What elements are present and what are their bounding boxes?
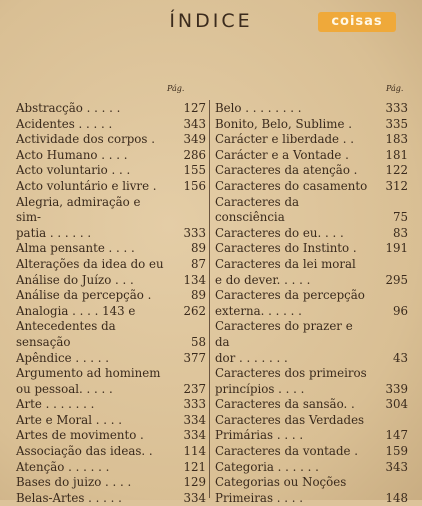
index-entry [16,288,206,304]
index-entry [16,241,206,257]
entry-page-number: 334 [183,490,206,505]
entry-name: Antecedentes da sensação [16,319,116,349]
entry-name: Carácter e liberdade . . [215,132,355,147]
entry-name: Argumento ad hominem [16,366,161,381]
index-entry [16,132,206,148]
index-entry [215,132,408,148]
index-entry [16,351,206,367]
entry-name: Caracteres do prazer e da [215,319,353,349]
index-entry [215,241,408,257]
entry-page-number: 129 [183,475,206,490]
entry-name: Bases do juizo . . . . [16,475,132,490]
index-entry [215,273,408,289]
entry-name: Acto voluntário e livre . [16,178,157,193]
entry-name: Caracteres dos primeiros [215,366,367,381]
entry-page-number: 121 [183,459,206,474]
index-entry [16,273,206,289]
index-entry [16,491,206,506]
index-entry [215,444,408,460]
index-entry [215,257,408,273]
entry-page-number: 147 [385,428,408,443]
entry-name: Atenção . . . . . . [16,459,110,474]
entry-name: Caracteres da percepção [215,288,365,303]
entry-name: Categoria . . . . . . [215,459,319,474]
index-entry [215,179,408,195]
entry-name: Acto voluntario . . . [16,163,131,178]
entry-name: e do dever. . . . . [215,272,311,287]
index-entry [215,101,408,117]
index-entry [16,163,206,179]
entry-page-number: 343 [183,116,206,131]
entry-page-number: 43 [392,350,408,365]
watermark-badge: coisas [318,12,396,32]
index-entry [215,428,408,444]
entry-page-number: 75 [392,210,408,225]
entry-page-number: 134 [183,272,206,287]
entry-page-number: 181 [385,147,408,162]
entry-page-number: 96 [392,303,408,318]
entry-name: Arte e Moral . . . . [16,412,122,427]
entry-name: Primeiras . . . . [215,490,304,505]
entry-name: Carácter e a Vontade . [215,147,349,162]
index-entry [215,148,408,164]
entry-page-number: 339 [385,381,408,396]
index-entry [16,460,206,476]
entry-page-number: 159 [385,444,408,459]
entry-name: Abstracção . . . . . [16,101,121,115]
entry-page-number: 333 [183,397,206,412]
entry-page-number: 191 [385,241,408,256]
index-entry [215,460,408,476]
entry-page-number: 333 [183,225,206,240]
entry-name: externa. . . . . . [215,303,302,318]
entry-name: patia . . . . . . [16,225,92,240]
entry-page-number: 334 [183,428,206,443]
entry-name: Caracteres do Instinto . [215,241,357,256]
entry-name: ou pessoal. . . . . [16,381,113,396]
entry-name: Caracteres das Verdades [215,412,365,427]
entry-page-number: 333 [385,101,408,115]
index-entry [215,413,408,429]
entry-page-number: 156 [183,178,206,193]
page-column-label-left: Pág. [167,84,185,93]
entry-page-number: 58 [190,334,206,349]
index-entry [215,288,408,304]
entry-name: dor . . . . . . . [215,350,288,365]
entry-name: Caracteres da consciência [215,194,300,225]
index-entry [16,397,206,413]
entry-name: Bonito, Belo, Sublime . [215,116,352,131]
entry-name: Acidentes . . . . . [16,116,113,131]
entry-name: Associação das ideas. . [16,444,153,459]
index-entry [215,491,408,506]
column-divider [209,100,210,498]
entry-name: Arte . . . . . . . [16,397,95,412]
index-entry [16,413,206,429]
entry-page-number: 286 [183,147,206,162]
entry-name: Analogia . . . . 143 e [16,303,136,318]
entry-page-number: 89 [190,288,206,303]
entry-name: Caracteres da sansão. . [215,397,355,412]
entry-page-number: 349 [183,132,206,147]
entry-page-number: 295 [385,272,408,287]
index-entry [16,366,206,382]
entry-name: Artes de movimento . [16,428,144,443]
index-entry [16,382,206,398]
entry-name: Análise da percepção . [16,288,152,303]
index-entry [16,101,206,117]
entry-page-number: 377 [183,350,206,365]
entry-name: Análise do Juízo . . . [16,272,134,287]
entry-name: Categorias ou Noções [215,475,347,490]
index-entry [215,397,408,413]
entry-name: Alterações da idea do eu [16,256,164,271]
index-column-left [16,101,206,506]
entry-name: Actividade dos corpos . [16,132,155,147]
index-entry [16,428,206,444]
index-entry [215,195,408,226]
entry-name: Caracteres do casamento [215,178,368,193]
index-entry [16,117,206,133]
entry-page-number: 237 [183,381,206,396]
entry-name: Alma pensante . . . . [16,241,135,256]
index-entry [16,179,206,195]
entry-page-number: 114 [183,444,206,459]
index-entry [16,444,206,460]
entry-page-number: 334 [183,412,206,427]
index-entry [215,226,408,242]
entry-page-number: 127 [183,101,206,115]
index-entry [16,319,206,350]
entry-page-number: 304 [385,397,408,412]
entry-name: Caracteres do eu. . . . [215,225,344,240]
entry-page-number: 312 [385,178,408,193]
page-title: ÍNDICE [169,10,253,32]
entry-name: Belas-Artes . . . . . [16,490,122,505]
entry-page-number: 335 [385,116,408,131]
index-entry [215,117,408,133]
entry-page-number: 83 [392,225,408,240]
index-entry [16,304,206,320]
entry-name: Caracteres da atenção . [215,163,358,178]
index-entry [16,226,206,242]
index-entry [215,304,408,320]
entry-page-number: 155 [183,163,206,178]
index-entry [16,257,206,273]
entry-name: Belo . . . . . . . . [215,101,302,115]
entry-page-number: 183 [385,132,408,147]
index-entry [16,148,206,164]
index-entry [215,351,408,367]
entry-page-number: 87 [190,256,206,271]
entry-page-number: 122 [385,163,408,178]
index-entry [215,319,408,350]
entry-page-number: 148 [385,490,408,505]
entry-name: Apêndice . . . . . [16,350,110,365]
index-entry [215,475,408,491]
entry-page-number: 262 [183,303,206,318]
index-column-right [215,101,408,506]
entry-name: Caracteres da vontade . [215,444,358,459]
entry-name: Caracteres da lei moral [215,256,356,271]
entry-name: princípios . . . . [215,381,305,396]
entry-page-number: 343 [385,459,408,474]
index-entry [215,366,408,382]
entry-page-number: 89 [190,241,206,256]
index-entry [215,163,408,179]
entry-name: Acto Humano . . . . [16,147,128,162]
index-entry [215,382,408,398]
entry-name: Primárias . . . . [215,428,304,443]
index-entry [16,475,206,491]
index-entry [16,195,206,226]
page-column-label-right: Pág. [386,84,404,93]
entry-name: Alegria, admiração e sim- [16,194,141,225]
